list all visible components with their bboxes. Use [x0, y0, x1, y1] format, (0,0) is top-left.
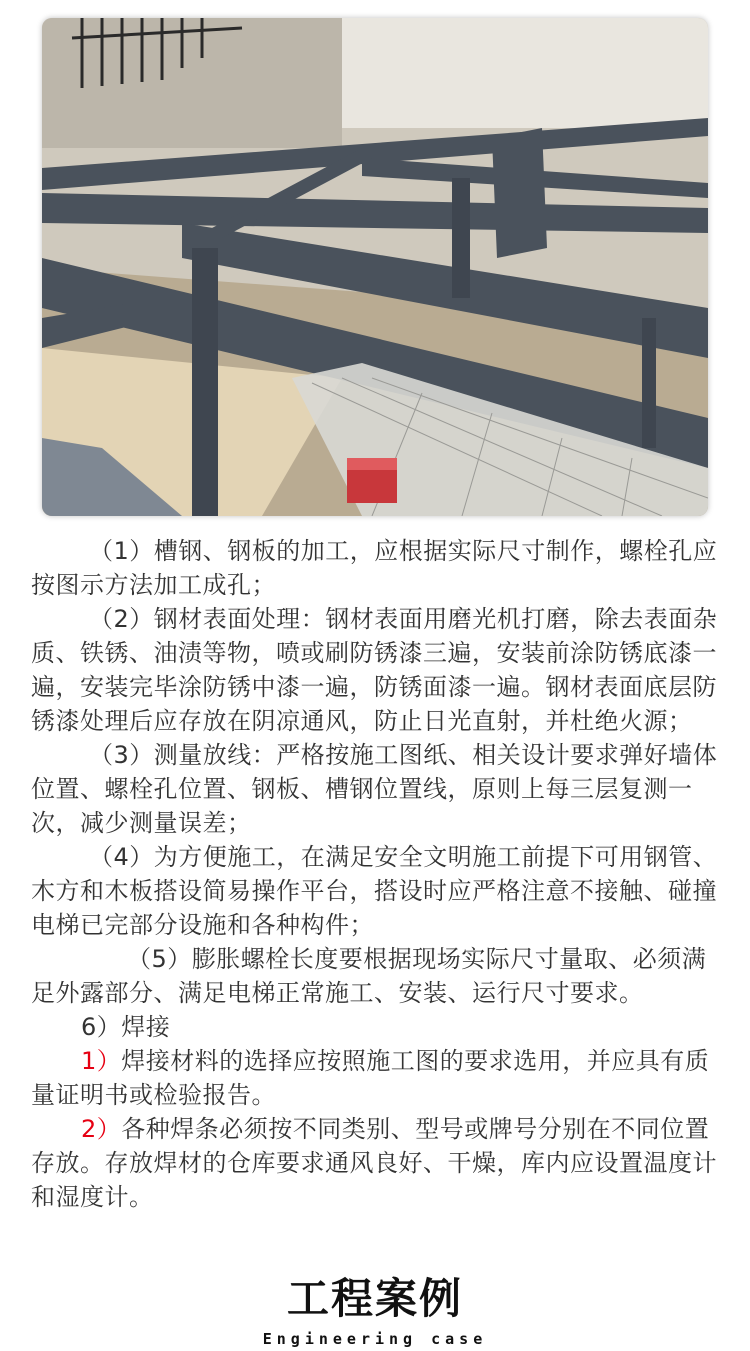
- section-title: 工程案例: [286, 1274, 463, 1323]
- paragraph-8: [31, 1112, 719, 1214]
- paragraph-7: [31, 1044, 719, 1112]
- construction-steel-frame-photo-icon: [42, 18, 708, 516]
- paragraph-3: （3）测量放线：严格按施工图纸、相关设计要求弹好墙体位置、螺栓孔位置、钢板、槽钢位置线，原则上每三层复测一次，减少测量误差；: [31, 741, 718, 837]
- item-number-2: 2）: [81, 1115, 122, 1143]
- paragraph-2: （2）钢材表面处理：钢材表面用磨光机打磨，除去表面杂质、铁锈、油渍等物，喷或刷防锈漆三遍，安装前涂防锈底漆一遍，安装完毕涂防锈中漆一遍，防锈面漆一遍。钢材表面底层防锈漆处理后应存放在阴凉通风，防止日光直射，并杜绝火源；: [31, 605, 718, 735]
- paragraph-4: （4）为方便施工，在满足安全文明施工前提下可用钢管、木方和木板搭设简易操作平台，搭设时应严格注意不接触、碰撞电梯已完部分设施和各种构件；: [31, 843, 718, 939]
- section-subtitle: Engineering case: [262, 1330, 488, 1348]
- paragraph-1: （1）槽钢、钢板的加工，应根据实际尺寸制作，螺栓孔应按图示方法加工成孔；: [31, 537, 718, 599]
- item-text-1: 焊接材料的选择应按照施工图的要求选用，并应具有质量证明书或检验报告。: [31, 1047, 710, 1109]
- content-text: [31, 534, 719, 1214]
- item-text-2: 各种焊条必须按不同类别、型号或牌号分别在不同位置存放。存放焊材的仓库要求通风良好、干燥，库内应设置温度计和湿度计。: [31, 1115, 717, 1211]
- item-number-1: 1）: [81, 1047, 122, 1075]
- paragraph-5: （5）膨胀螺栓长度要根据现场实际尺寸量取、必须满足外露部分、满足电梯正常施工、安装、运行尺寸要求。: [31, 945, 707, 1007]
- construction-photo: [42, 18, 708, 516]
- paragraph-6: 6）焊接: [81, 1013, 171, 1041]
